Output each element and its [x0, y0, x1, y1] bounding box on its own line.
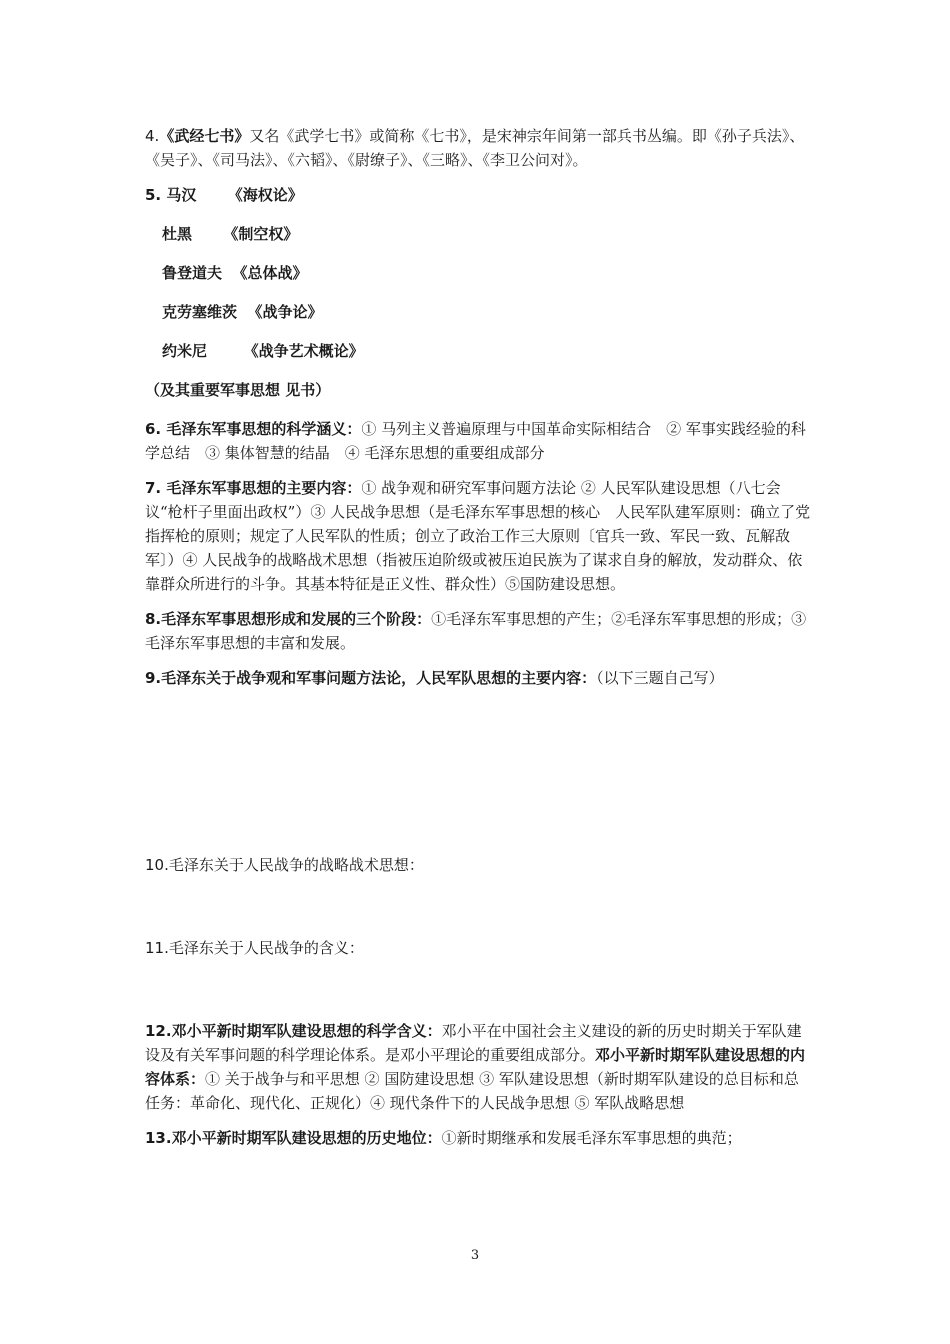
item-8-title: 8.毛泽东军事思想形成和发展的三个阶段： — [145, 610, 432, 628]
item-9-title: 9.毛泽东关于战争观和军事问题方法论，人民军队思想的主要内容： — [145, 669, 597, 687]
item-4-body: 又名《武学七书》或简称《七书》，是宋神宗年间第一部兵书丛编。即《孙子兵法》、《吴子》、《司马法》、《六韬》、《尉缭子》、《三略》、《李卫公问对》。 — [145, 127, 805, 169]
item-8-body: ①毛泽东军事思想的产生；②毛泽东军事思想的形成；③毛泽东军事思想的丰富和发展。 — [145, 610, 807, 652]
item-9-body: （以下三题自己写） — [596, 669, 724, 687]
blank-space — [145, 701, 813, 853]
item-5-author-1 — [145, 183, 813, 207]
item-7-body: ① 战争观和研究军事问题方法论 ② 人民军队建设思想（八七会议“枪杆子里面出政权”）③ 人民战争思想（是毛泽东军事思想的核心 人民军队建军原则：确立了党指挥枪的原则；规定了人民军队的性质；创立了政治工作三大原则〔官兵一致、军民一致、瓦解敌军〕）④ 人民战争的战略战术思想（指被压迫阶级或被压迫民族为了谋求自身的解放，发动群众、依靠群众所进行的斗争。其基本特征是正义性、群众性）⑤国防建设思想。 — [145, 479, 811, 593]
item-4-number: 4. — [145, 127, 160, 145]
item-13 — [145, 1126, 813, 1150]
page-number: 3 — [470, 1248, 480, 1263]
author-name: 克劳塞维茨 — [162, 303, 238, 321]
author-name: 约米尼 — [162, 342, 208, 360]
item-13-body: ①新时期继承和发展毛泽东军事思想的典范； — [441, 1129, 742, 1147]
item-8 — [145, 607, 813, 655]
item-5-author-5 — [145, 339, 813, 363]
item-12-subtitle: 邓小平新时期军队建设思想的内容体系： — [145, 1046, 806, 1088]
author-name: 鲁登道夫 — [162, 264, 223, 282]
item-12 — [145, 1019, 813, 1115]
author-name: 马汉 — [166, 186, 197, 204]
item-13-title: 13.邓小平新时期军队建设思想的历史地位： — [145, 1129, 442, 1147]
item-5-author-4 — [145, 300, 813, 324]
item-5-note: （及其重要军事思想 见书） — [145, 381, 331, 399]
author-work: 《制空权》 — [223, 225, 299, 243]
item-7-title: 7. 毛泽东军事思想的主要内容： — [145, 479, 362, 497]
item-7 — [145, 476, 813, 596]
blank-space — [145, 888, 813, 936]
item-4 — [145, 124, 813, 172]
author-work: 《海权论》 — [227, 186, 303, 204]
item-12-body: 邓小平在中国社会主义建设的新的历史时期关于军队建设及有关军事问题的科学理论体系。是邓小平理论的重要组成部分。 — [145, 1022, 802, 1064]
item-5-author-3 — [145, 261, 813, 285]
author-work: 《战争论》 — [247, 303, 323, 321]
item-5-number: 5. — [145, 186, 162, 204]
item-6-body: ① 马列主义普遍原理与中国革命实际相结合 ② 军事实践经验的科学总结 ③ 集体智慧的结晶 ④ 毛泽东思想的重要组成部分 — [145, 420, 806, 462]
item-12-body-2: ① 关于战争与和平思想 ② 国防建设思想 ③ 军队建设思想（新时期军队建设的总目标和总任务：革命化、现代化、正规化）④ 现代条件下的人民战争思想 ⑤ 军队战略思想 — [145, 1070, 799, 1112]
item-11: 11.毛泽东关于人民战争的含义： — [145, 939, 364, 957]
page-content — [145, 124, 813, 1161]
author-work: 《总体战》 — [232, 264, 308, 282]
item-6 — [145, 417, 813, 465]
item-4-title: 《武经七书》 — [159, 127, 250, 145]
author-name: 杜黑 — [162, 225, 193, 243]
author-work: 《战争艺术概论》 — [243, 342, 364, 360]
item-10: 10.毛泽东关于人民战争的战略战术思想： — [145, 856, 424, 874]
item-9 — [145, 666, 813, 690]
item-12-title: 12.邓小平新时期军队建设思想的科学含义： — [145, 1022, 442, 1040]
item-5-author-2 — [145, 222, 813, 246]
item-6-title: 6. 毛泽东军事思想的科学涵义： — [145, 420, 362, 438]
blank-space — [145, 971, 813, 1019]
